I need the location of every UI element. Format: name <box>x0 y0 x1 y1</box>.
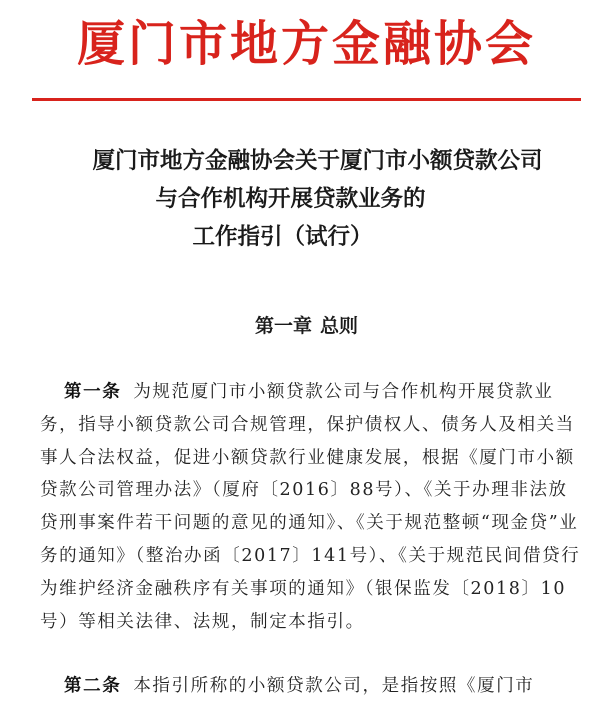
title-line-3: 工作指引（试行） <box>192 224 373 250</box>
article-2-label: 第二条 <box>64 676 122 696</box>
article-2 <box>40 670 582 703</box>
article-1-label: 第一条 <box>64 382 122 402</box>
chapter-name: 总则 <box>320 315 359 337</box>
header-rule <box>32 98 581 101</box>
org-name: 厦门市地方金融协会 <box>76 16 536 72</box>
article-1-text: 为规范厦门市小额贷款公司与合作机构开展贷款业务，指导小额贷款公司合规管理，保护债权人、债务人及相关当事人合法权益，促进小额贷款行业健康发展，根据《厦门市小额贷款公司管理办法》（厦府〔2016〕88号）、《关于办理非法放贷刑事案件若干问题的意见的通知》、《关于规范整顿“现金贷”业务的通知》（整治办函〔2017〕141号）、《关于规范民间借贷行为维护经济金融秩序有关事项的通知》（银保监发〔2018〕10号）等相关法律、法规，制定本指引。 <box>40 382 581 632</box>
title-line-2: 与合作机构开展贷款业务的 <box>155 186 426 212</box>
document-title <box>0 142 613 256</box>
article-2-text: 本指引所称的小额贷款公司，是指按照《厦门市 <box>133 676 535 696</box>
article-1 <box>40 376 582 638</box>
title-line-1: 厦门市地方金融协会关于厦门市小额贷款公司 <box>92 148 543 174</box>
chapter-heading <box>0 312 613 340</box>
chapter-number: 第一章 <box>254 315 312 337</box>
org-header <box>0 6 613 90</box>
